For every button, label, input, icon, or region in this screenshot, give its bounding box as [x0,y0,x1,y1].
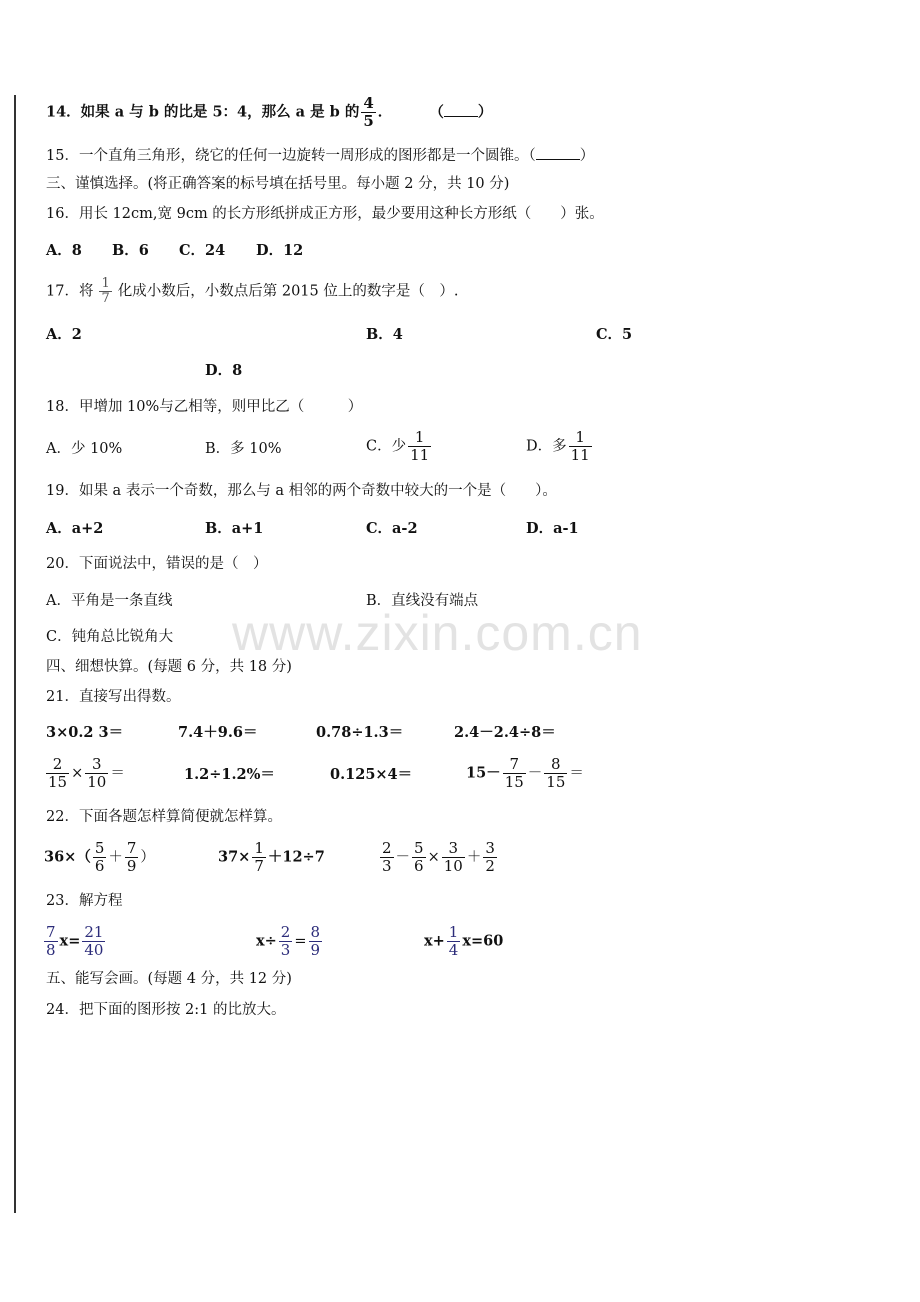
frac-num: 3 [92,755,102,773]
fraction [380,840,394,875]
q20-option-c[interactable]: C．钝角总比锐角大 [46,629,174,645]
expr-suffix: ＋12÷7 [267,848,325,866]
q16-option-c[interactable]: C．24 [179,242,226,259]
frac-num: 3 [448,839,459,857]
question-22: 22．下面各题怎样算简便就怎样算。 [46,809,282,825]
frac-num: 1 [254,839,264,857]
question-21: 21．直接写出得数。 [46,689,181,705]
expr-mid: x= [59,932,81,950]
q22-expr-2 [218,840,325,875]
q21-item-7: 0.125×4＝ [330,766,413,783]
q14-tail: ． [377,103,393,121]
frac-den: 3 [382,857,392,875]
q17-option-b[interactable]: B．4 [366,326,403,343]
frac-num: 1 [414,428,425,446]
fraction [442,840,465,875]
q17-option-d[interactable]: D．8 [205,362,243,379]
operator: ＋ [466,849,482,866]
frac-num: 8 [310,923,321,941]
q23-equation-2 [256,924,324,959]
question-18: 18．甲增加 10%与乙相等，则甲比乙（ ） [46,399,363,415]
q19-option-b[interactable]: B．a+1 [205,520,264,537]
fraction [544,756,567,791]
frac-num: 5 [414,839,424,857]
fraction [85,756,108,791]
q23-equation-1 [42,924,107,959]
frac-den: 11 [570,446,590,464]
question-20: 20．下面说法中，错误的是（ ） [46,556,268,572]
left-margin-rule [14,95,16,1213]
q21-item-4: 2.4－2.4÷8＝ [454,724,556,741]
question-15 [46,145,594,165]
section-5-heading: 五、能写会画。(每题 4 分，共 12 分) [46,971,292,987]
q18-option-d[interactable] [526,429,594,464]
fraction [447,924,461,959]
q18-option-c-label: C．少 [366,438,407,455]
q15-answer-blank[interactable] [536,145,580,160]
q16-option-d[interactable]: D．12 [256,242,304,259]
frac-den: 9 [310,941,321,959]
expr-prefix: 37× [218,848,251,866]
q23-equation-3 [424,924,503,959]
question-14 [46,95,492,130]
q16-option-b[interactable]: B．6 [112,242,149,259]
q14-bracket-open: （ [429,103,444,121]
frac-den: 7 [101,291,110,306]
fraction [46,756,69,791]
expr-prefix: 15－ [466,764,501,782]
q16-option-a[interactable]: A．8 [46,242,82,259]
fraction [44,924,58,959]
frac-num: 5 [94,839,105,857]
equals: ＝ [569,765,584,782]
q17-fraction [99,277,111,306]
q18-option-d-fraction [569,429,592,464]
expr-suffix: x=60 [462,932,504,950]
frac-den: 10 [443,857,463,875]
fraction [503,756,526,791]
q20-option-a[interactable]: A．平角是一条直线 [46,593,173,609]
q18-option-a[interactable]: A．少 10% [46,441,123,457]
frac-num: 21 [84,923,104,941]
frac-den: 15 [48,773,68,791]
frac-num: 1 [575,428,585,446]
frac-num: 7 [46,923,56,941]
q21-item-3: 0.78÷1.3＝ [316,724,404,741]
fraction [82,924,105,959]
frac-den: 5 [363,112,374,130]
frac-num: 7 [509,755,519,773]
q14-text: 14．如果 a 与 b 的比是 5：4，那么 a 是 b 的 [46,103,360,121]
q18-option-c[interactable] [366,429,433,464]
frac-den: 8 [46,941,56,959]
frac-den: 15 [546,773,566,791]
operator: － [395,849,411,866]
operator: ＋ [108,849,123,866]
watermark: www.zixin.com.cn [232,605,643,661]
expr-prefix: x÷ [256,932,277,950]
frac-num: 1 [448,923,459,941]
q17-pre: 17．将 [46,283,94,300]
fraction [412,840,426,875]
frac-den: 6 [414,857,424,875]
frac-den: 40 [84,941,104,959]
expr-prefix: x+ [424,932,445,950]
q21-item-6: 1.2÷1.2%＝ [184,766,275,783]
q17-option-a[interactable]: A．2 [46,326,82,343]
expr-prefix: 36×（ [44,848,91,866]
q15-bracket-close: ） [579,148,595,164]
section-3-heading: 三、谨慎选择。(将正确答案的标号填在括号里。每小题 2 分，共 10 分) [46,176,510,192]
fraction [309,924,323,959]
expr-suffix: ） [140,849,155,866]
question-19: 19．如果 a 表示一个奇数，那么与 a 相邻的两个奇数中较大的一个是（ ）。 [46,483,557,499]
fraction [279,924,293,959]
q21-item-8 [466,756,584,791]
frac-den: 2 [485,857,495,875]
q21-item-5 [44,756,125,791]
frac-den: 3 [280,941,291,959]
frac-den: 6 [94,857,105,875]
frac-num: 7 [126,839,137,857]
operator: × [427,849,440,866]
question-16: 16．用长 12cm,宽 9cm 的长方形纸拼成正方形，最少要用这种长方形纸（ ）张。 [46,206,604,222]
frac-den: 10 [87,773,107,791]
q14-bracket-close: ） [477,103,493,121]
q22-expr-3 [378,840,499,875]
frac-num: 8 [551,755,561,773]
q22-expr-1 [44,840,155,875]
q20-option-b[interactable]: B．直线没有端点 [366,593,479,609]
fraction [125,840,139,875]
expr-mid: = [294,933,307,950]
frac-num: 1 [101,276,110,291]
frac-den: 9 [126,857,137,875]
q18-option-d-label: D．多 [526,438,567,455]
equals: ＝ [110,765,125,782]
frac-num: 2 [280,923,291,941]
q14-answer-blank[interactable] [444,102,478,117]
q19-option-d[interactable]: D．a-1 [526,520,579,537]
question-23: 23．解方程 [46,893,123,909]
frac-num: 2 [52,755,63,773]
q17-post: 化成小数后，小数点后第 2015 位上的数字是（ ）. [117,283,459,300]
q19-option-c[interactable]: C．a-2 [366,520,418,537]
q21-item-1: 3×0.2 3＝ [46,724,124,741]
frac-den: 11 [410,446,430,464]
frac-num: 4 [363,94,374,112]
frac-den: 15 [504,773,524,791]
q18-option-c-fraction [408,429,431,464]
fraction [483,840,497,875]
operator: － [527,765,543,782]
frac-den: 7 [254,857,264,875]
q17-option-c[interactable]: C．5 [596,326,633,343]
fraction [93,840,107,875]
fraction [252,840,266,875]
q18-option-b[interactable]: B．多 10% [205,441,282,457]
operator: × [71,765,84,782]
q21-item-2: 7.4＋9.6＝ [178,724,258,741]
section-4-heading: 四、细想快算。(每题 6 分，共 18 分) [46,659,292,675]
q19-option-a[interactable]: A．a+2 [46,520,104,537]
frac-num: 3 [485,839,495,857]
question-17 [46,277,458,306]
q14-fraction [361,95,375,130]
q15-text: 15．一个直角三角形，绕它的任何一边旋转一周形成的图形都是一个圆锥。（ [46,148,536,164]
frac-den: 4 [448,941,459,959]
frac-num: 2 [382,839,392,857]
question-24: 24．把下面的图形按 2:1 的比放大。 [46,1002,286,1018]
